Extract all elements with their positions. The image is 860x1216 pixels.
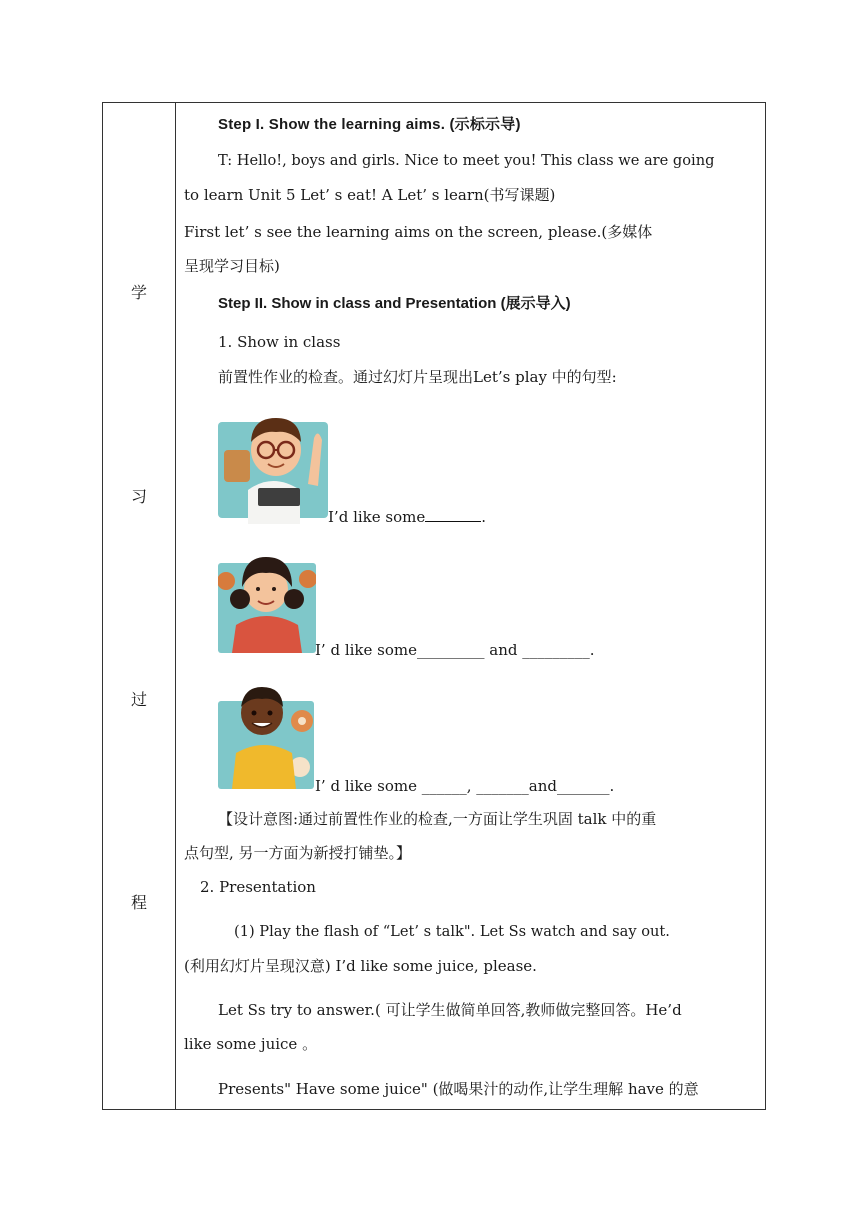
side-label-xue: 学 [130,283,147,302]
learning-aims-line1: First let’ s see the learning aims on the screen, please.(多媒体 [184,223,653,241]
step-one-heading: Step I. Show the learning aims. (示标示导) [218,116,521,133]
side-label-cheng: 程 [130,893,147,912]
design-intent-line2: 点句型, 另一方面为新授打铺垫。】 [184,844,412,862]
show-in-class-heading: 1. Show in class [218,333,341,351]
column-divider [175,103,176,1109]
sentence-one [328,507,486,527]
presentation-heading: 2. Presentation [200,878,316,896]
have-juice-line: Presents" Have some juice" (做喝果汁的动作,让学生理解 have 的意 [218,1080,699,1098]
answer-instruction-line1: Let Ss try to answer.( 可让学生做简单回答,教师做完整回答。He’d [218,1001,682,1019]
teacher-greeting-line1: T: Hello!, boys and girls. Nice to meet you! This class we are going [218,152,715,169]
blank-one [425,507,481,522]
lesson-table [102,102,766,1110]
side-label-xi: 习 [130,487,147,506]
design-intent-line1: 【设计意图:通过前置性作业的检查,一方面让学生巩固 talk 中的重 [218,810,657,828]
flash-instruction-line1: (1) Play the flash of “Let’ s talk". Let Ss watch and say out. [234,923,670,940]
homework-check-line: 前置性作业的检查。通过幻灯片呈现出Let’s play 中的句型: [218,368,617,386]
sentence-two: I’ d like some_________ and _________. [315,641,595,659]
flash-instruction-line2: (利用幻灯片呈现汉意) I’d like some juice, please. [184,957,537,975]
girl-with-pigtails-icon [218,541,316,653]
sentence-three: I’ d like some ______, _______and_______. [315,777,615,795]
teacher-greeting-line2: to learn Unit 5 Let’ s eat! A Let’ s learn(书写课题) [184,186,556,204]
side-label-guo: 过 [130,690,147,709]
answer-instruction-line2: like some juice 。 [184,1035,318,1053]
boy-with-glasses-icon [218,398,328,524]
sentence-one-text: I’d like some [328,508,426,526]
boy-in-yellow-icon [218,673,314,789]
step-two-heading: Step II. Show in class and Presentation (展示导入) [218,295,571,312]
learning-aims-line2: 呈现学习目标) [184,257,280,275]
sentence-one-period: . [481,508,487,526]
